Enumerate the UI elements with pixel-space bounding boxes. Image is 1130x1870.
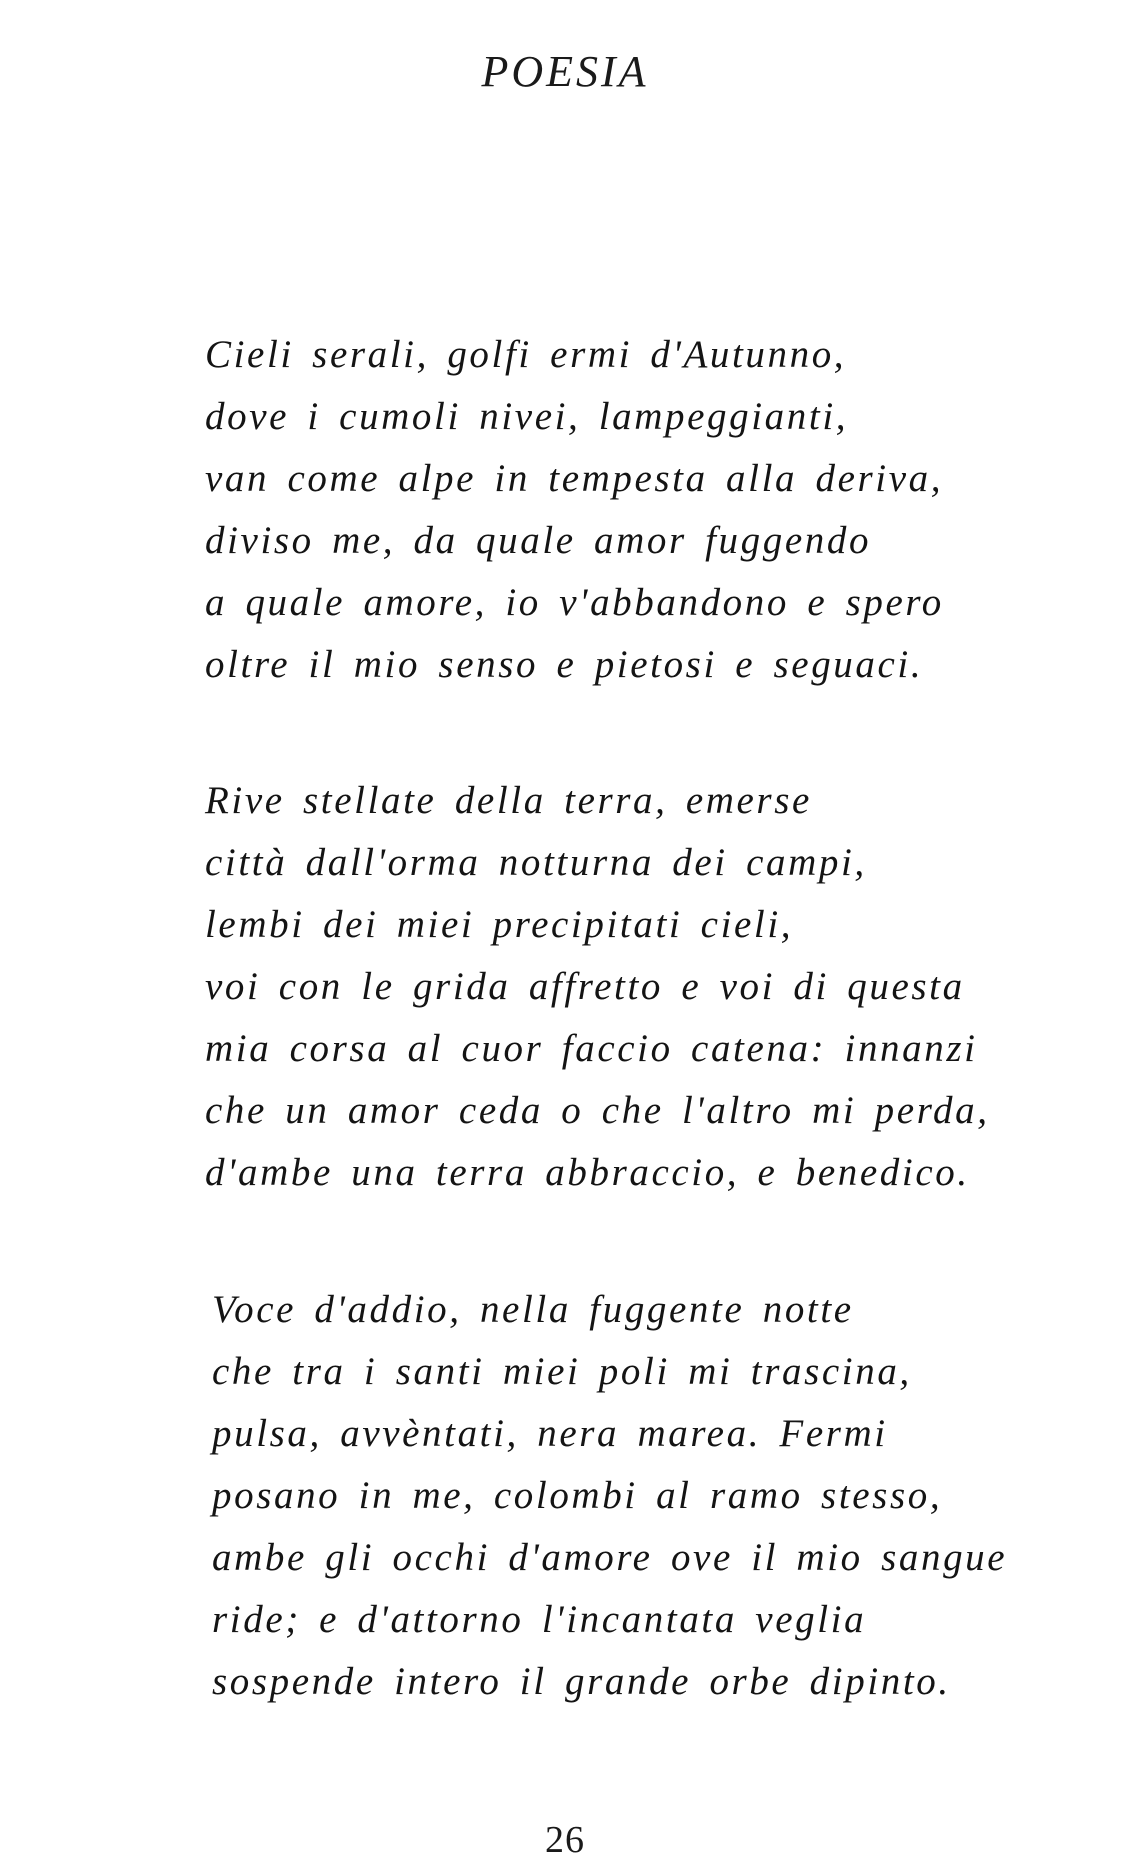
verse-line: a quale amore, io v'abbandono e spero — [205, 581, 944, 624]
verse-line: città dall'orma notturna dei campi, — [205, 841, 867, 884]
running-head: POESIA — [481, 47, 649, 96]
verse-line: posano in me, colombi al ramo stesso, — [212, 1474, 943, 1517]
verse-line: van come alpe in tempesta alla deriva, — [205, 457, 944, 500]
stanza-1 — [205, 324, 1065, 696]
stanza-3 — [212, 1279, 1072, 1713]
verse-line: sospende intero il grande orbe dipinto. — [212, 1660, 951, 1703]
verse-line: mia corsa al cuor faccio catena: innanzi — [205, 1027, 978, 1070]
verse-line: ambe gli occhi d'amore ove il mio sangue — [212, 1536, 1008, 1579]
stanza-2 — [205, 770, 1065, 1204]
verse-line: diviso me, da quale amor fuggendo — [205, 519, 872, 562]
verse-line: dove i cumoli nivei, lampeggianti, — [205, 395, 849, 438]
verse-line: d'ambe una terra abbraccio, e benedico. — [205, 1151, 970, 1194]
verse-line: lembi dei miei precipitati cieli, — [205, 903, 794, 946]
verse-line: oltre il mio senso e pietosi e seguaci. — [205, 643, 924, 686]
verse-line: pulsa, avvèntati, nera marea. Fermi — [212, 1412, 888, 1455]
verse-line: Cieli serali, golfi ermi d'Autunno, — [205, 333, 847, 376]
verse-line: Rive stellate della terra, emerse — [205, 779, 812, 822]
verse-line: che un amor ceda o che l'altro mi perda, — [205, 1089, 990, 1132]
verse-line: che tra i santi miei poli mi trascina, — [212, 1350, 912, 1393]
verse-line: Voce d'addio, nella fuggente notte — [212, 1288, 854, 1331]
page-number: 26 — [545, 1819, 585, 1861]
verse-line: ride; e d'attorno l'incantata veglia — [212, 1598, 867, 1641]
verse-line: voi con le grida affretto e voi di questa — [205, 965, 965, 1008]
